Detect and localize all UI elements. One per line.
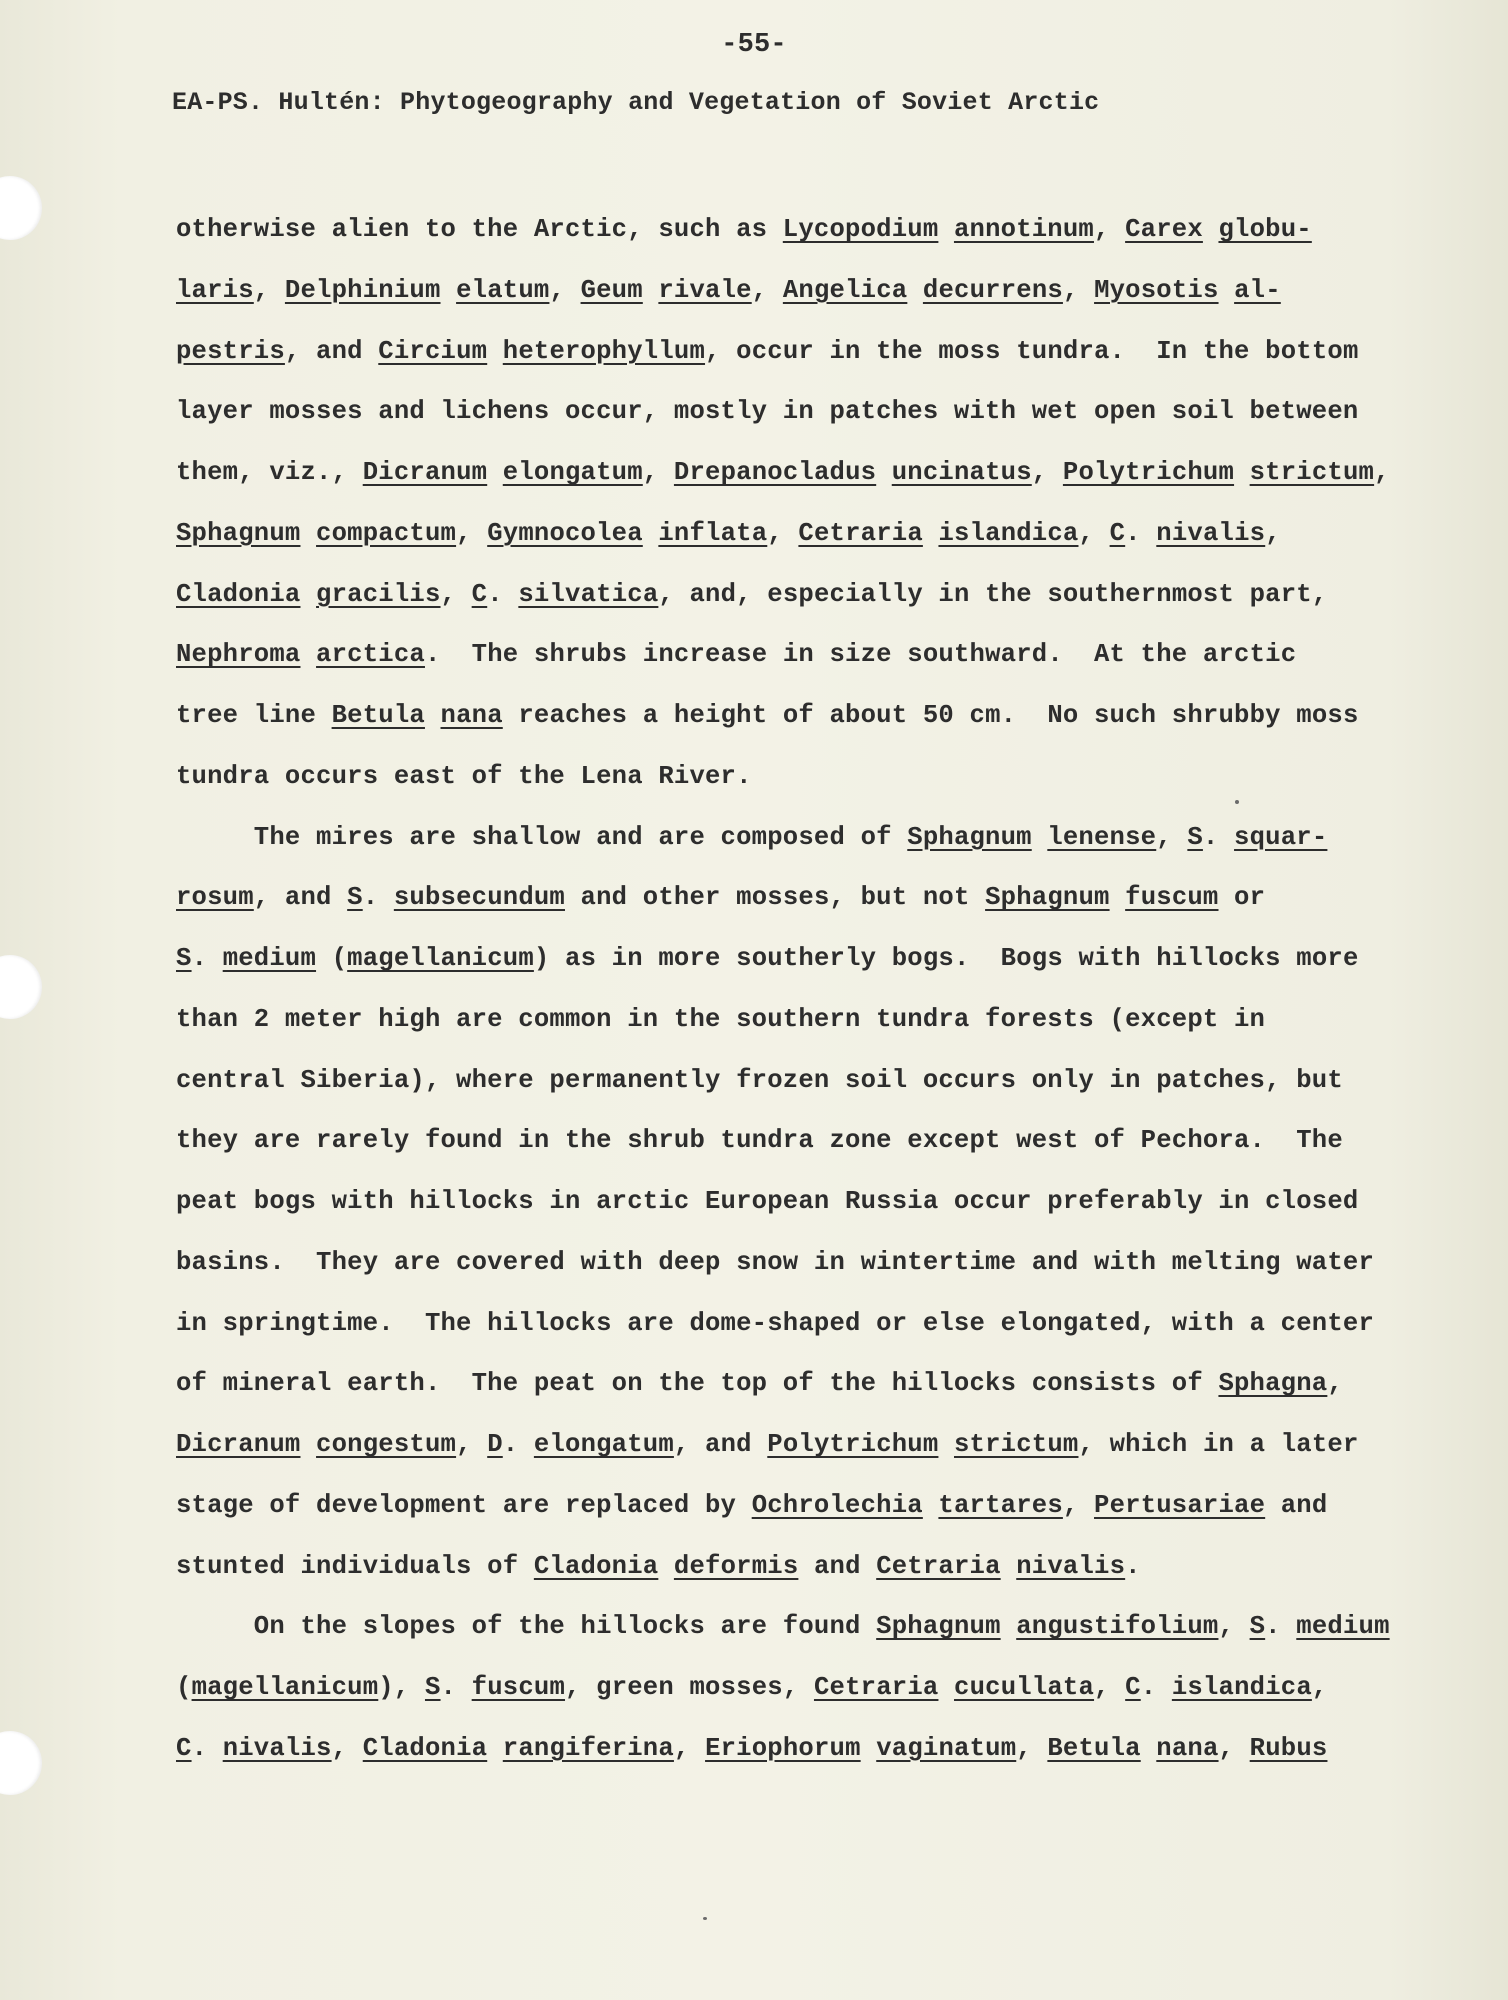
taxon-name: gracilis [316, 579, 441, 609]
text-run: , and [253, 883, 348, 913]
taxon-name: heterophyllum [502, 336, 706, 366]
text-run: and other mosses, but not [565, 883, 986, 913]
text-run: , [1218, 1733, 1250, 1763]
text-run: and [1265, 1490, 1328, 1520]
text-run: ) as in more southerly bogs. Bogs with hillocks more [533, 944, 1359, 973]
text-run: , [1327, 1369, 1343, 1399]
taxon-name: nana [440, 701, 503, 730]
text-run: or [1218, 883, 1266, 913]
text-run: The mires are shallow and are composed of [176, 822, 908, 852]
taxon-name: magellanicum [191, 1673, 379, 1702]
taxon-name: squar- [1234, 822, 1328, 852]
taxon-name: Betula [331, 701, 425, 730]
text-run: , [642, 458, 674, 487]
taxon-name: strictum [954, 1430, 1079, 1459]
text-run [643, 276, 659, 305]
taxon-name: arctica [316, 640, 425, 670]
taxon-name: Polytrichum [1062, 458, 1235, 487]
text-run: tree line [176, 701, 332, 730]
text-run [300, 1430, 316, 1459]
text-run: , occur in the moss tundra. In the bottom [705, 336, 1359, 366]
taxon-name: inflata [658, 518, 768, 548]
text-run [1032, 823, 1048, 852]
text-run: , [331, 1733, 363, 1763]
taxon-name: nivalis [1016, 1551, 1126, 1581]
taxon-name: islandica [938, 518, 1079, 548]
text-run [487, 1734, 503, 1763]
taxon-name: elongatum [502, 458, 643, 487]
taxon-name: nivalis [1156, 518, 1266, 548]
taxon-name: deformis [673, 1551, 799, 1581]
text-run: in springtime. The hillocks are dome-shaped or else elongated, with a center [176, 1308, 1375, 1338]
taxon-name: rangiferina [502, 1733, 674, 1763]
text-run: them, viz., [176, 458, 363, 487]
taxon-name: subsecundum [393, 883, 565, 913]
page-number: -55- [721, 30, 787, 60]
text-run [938, 1673, 954, 1702]
taxon-name: congestum [316, 1430, 457, 1459]
taxon-name: laris [176, 275, 254, 305]
text-line [176, 1668, 1376, 1729]
binder-hole [0, 955, 42, 1019]
text-run: , [1016, 1733, 1048, 1763]
text-run: On the slopes of the hillocks are found [176, 1612, 877, 1642]
text-run: stage of development are replaced by [176, 1490, 752, 1520]
text-line [176, 1304, 1376, 1365]
text-run: and [798, 1551, 877, 1581]
taxon-name: nivalis [222, 1733, 332, 1763]
text-run: . [1265, 1612, 1297, 1642]
taxon-name: C [1125, 1673, 1141, 1702]
text-line [176, 1607, 1390, 1668]
text-run: , [1156, 822, 1188, 852]
text-run [487, 458, 503, 487]
text-line [176, 271, 1376, 332]
taxon-name: Drepanocladus [673, 458, 877, 487]
taxon-name: rosum [176, 883, 254, 913]
text-line [176, 1061, 1376, 1122]
taxon-name: medium [1296, 1612, 1390, 1642]
text-run [300, 519, 316, 548]
text-run [1234, 458, 1250, 487]
text-run: . [487, 579, 519, 609]
text-run [907, 276, 923, 305]
text-run: otherwise alien to the Arctic, such as [176, 215, 783, 244]
text-run: , [1062, 275, 1095, 305]
text-run: , [1093, 215, 1126, 244]
text-line [176, 514, 1376, 575]
taxon-name: S [424, 1673, 441, 1702]
text-run: of mineral earth. The peat on the top of the hillocks consists of [176, 1369, 1219, 1399]
text-line [176, 696, 1376, 757]
text-run [1001, 1552, 1017, 1581]
text-run [938, 215, 954, 244]
text-run: . [191, 1733, 223, 1763]
taxon-name: cucullata [954, 1673, 1095, 1702]
text-run [487, 337, 503, 366]
text-run: basins. They are covered with deep snow in wintertime and with melting water [176, 1247, 1375, 1277]
text-run: . [1202, 822, 1235, 852]
text-run: than 2 meter high are common in the southern tundra forests (except in [176, 1004, 1266, 1034]
text-line [176, 878, 1376, 939]
taxon-name: pestris [176, 336, 285, 366]
taxon-name: C [1109, 518, 1126, 548]
text-run: ( [316, 944, 348, 973]
text-run: ), [378, 1673, 425, 1702]
taxon-name: Lycopodium [782, 215, 939, 244]
text-line [176, 1364, 1376, 1425]
taxon-name: S [1249, 1612, 1266, 1642]
text-line [176, 757, 1376, 818]
taxon-name: tartares [938, 1490, 1063, 1520]
text-run [1219, 276, 1235, 305]
text-run: . [191, 944, 223, 973]
taxon-name: al- [1234, 275, 1281, 305]
text-run: , [1218, 1612, 1250, 1642]
taxon-name: Angelica [782, 275, 908, 305]
taxon-name: Cladonia [533, 1551, 659, 1581]
text-run: , green mosses, [565, 1673, 814, 1702]
taxon-name: Sphagnum [985, 883, 1110, 913]
text-run [658, 1552, 674, 1581]
text-run: , [253, 275, 285, 305]
text-run [1001, 1612, 1017, 1641]
text-run [425, 701, 441, 730]
taxon-name: Eriophorum [705, 1733, 861, 1763]
taxon-name: Sphagnum [176, 518, 301, 548]
taxon-name: medium [222, 944, 317, 973]
taxon-name: Cladonia [176, 579, 301, 609]
text-run [643, 519, 659, 548]
taxon-name: elongatum [533, 1430, 674, 1459]
taxon-name: Sphagnum [907, 822, 1032, 852]
taxon-name: Geum [580, 275, 643, 305]
text-run: , [767, 518, 799, 548]
text-line [176, 1121, 1376, 1182]
text-run [300, 580, 316, 609]
text-run: central Siberia), where permanently frozen soil occurs only in patches, but [176, 1065, 1343, 1095]
text-line [176, 1547, 1376, 1608]
taxon-name: Cetraria [813, 1673, 939, 1702]
text-run: , [1031, 458, 1063, 487]
taxon-name: islandica [1171, 1673, 1312, 1702]
taxon-name: nana [1156, 1733, 1219, 1763]
text-line [176, 1182, 1376, 1243]
text-line [176, 1425, 1376, 1486]
text-run: , [1265, 518, 1281, 548]
text-run: , [1094, 1673, 1126, 1702]
taxon-name: S [1187, 822, 1203, 852]
taxon-name: Gymnocolea [487, 518, 643, 548]
text-line [176, 575, 1376, 636]
text-run [441, 276, 457, 305]
text-line [176, 635, 1376, 696]
text-run: reaches a height of about 50 cm. No such shrubby moss [502, 701, 1359, 730]
text-run: , and, especially in the southernmost part, [658, 579, 1328, 609]
text-run [300, 640, 316, 669]
text-run: they are rarely found in the shrub tundra zone except west of Pechora. The [176, 1126, 1343, 1156]
taxon-name: Nephroma [176, 640, 301, 670]
text-run: , [1374, 458, 1390, 487]
text-line [176, 332, 1376, 393]
taxon-name: elatum [456, 275, 550, 305]
taxon-name: Carex [1125, 215, 1203, 244]
taxon-name: Sphagna [1218, 1369, 1328, 1399]
text-run: tundra occurs east of the Lena River. [176, 761, 752, 791]
text-run: stunted individuals of [176, 1551, 534, 1581]
text-run: ( [176, 1673, 192, 1702]
taxon-name: magellanicum [347, 944, 534, 973]
taxon-name: compactum [316, 518, 457, 548]
text-run [923, 1491, 939, 1520]
text-line [176, 210, 1376, 271]
taxon-name: S [176, 944, 192, 973]
text-run [923, 519, 939, 548]
taxon-name: vaginatum [876, 1733, 1017, 1763]
text-run: . [1125, 518, 1157, 548]
text-run: , [1311, 1673, 1328, 1702]
taxon-name: decurrens [922, 275, 1063, 305]
body-text [176, 210, 1390, 1790]
taxon-name: Delphinium [284, 275, 441, 305]
text-line [176, 392, 1376, 453]
binder-hole [0, 176, 42, 240]
taxon-name: Pertusariae [1094, 1490, 1266, 1520]
text-run: peat bogs with hillocks in arctic European Russia occur preferably in closed [176, 1187, 1359, 1216]
taxon-name: Cetraria [876, 1551, 1001, 1581]
taxon-name: Cetraria [798, 518, 923, 548]
taxon-name: D [487, 1430, 503, 1459]
taxon-name: Sphagnum [876, 1612, 1001, 1642]
taxon-name: Betula [1047, 1733, 1141, 1763]
text-run [1203, 215, 1219, 244]
text-run: , [1078, 518, 1110, 548]
text-run: . [362, 883, 394, 913]
text-run: , [456, 518, 488, 548]
binder-hole [0, 1731, 42, 1795]
text-run: , which in a later [1078, 1430, 1359, 1459]
text-run: , [549, 275, 581, 305]
text-run: , [440, 579, 472, 609]
taxon-name: uncinatus [891, 458, 1032, 487]
taxon-name: Polytrichum [767, 1430, 939, 1459]
running-head: EA-PS. Hultén: Phytogeography and Vegetation of Soviet Arctic [172, 88, 1100, 117]
text-run: , [673, 1733, 706, 1763]
text-line [176, 818, 1376, 879]
text-run: , [751, 275, 783, 305]
text-line [176, 1729, 1376, 1790]
text-run [1141, 1734, 1157, 1763]
text-line [176, 1486, 1376, 1547]
taxon-name: silvatica [518, 579, 659, 609]
text-run: . [440, 1673, 472, 1702]
taxon-name: strictum [1249, 458, 1375, 487]
taxon-name: rivale [658, 275, 752, 305]
taxon-name: lenense [1047, 822, 1157, 852]
text-run: , [456, 1430, 488, 1459]
text-line [176, 1243, 1376, 1304]
text-run: layer mosses and lichens occur, mostly in patches with wet open soil between [176, 397, 1359, 427]
taxon-name: C [176, 1733, 192, 1763]
text-line [176, 453, 1390, 514]
taxon-name: Dicranum [362, 458, 488, 487]
taxon-name: angustifolium [1016, 1612, 1219, 1642]
text-run: . The shrubs increase in size southward. At the arctic [424, 640, 1297, 670]
taxon-name: C [471, 579, 488, 609]
taxon-name: fuscum [1125, 883, 1219, 913]
text-run [861, 1734, 877, 1763]
text-run: , and [673, 1430, 768, 1459]
taxon-name: Circium [378, 336, 488, 366]
taxon-name: globu- [1218, 215, 1312, 244]
text-run: , and [284, 336, 379, 366]
taxon-name: Dicranum [176, 1430, 301, 1459]
taxon-name: annotinum [953, 215, 1094, 244]
text-run [1110, 883, 1126, 912]
taxon-name: Myosotis [1094, 275, 1219, 305]
taxon-name: Cladonia [362, 1733, 488, 1763]
text-run: , [1062, 1490, 1095, 1520]
taxon-name: Rubus [1249, 1733, 1328, 1763]
text-run: . [502, 1430, 534, 1459]
text-run [876, 458, 892, 487]
text-run [938, 1430, 954, 1459]
text-run: . [1125, 1551, 1141, 1581]
taxon-name: fuscum [471, 1673, 566, 1702]
text-line [176, 939, 1376, 1000]
taxon-name: S [347, 883, 363, 913]
text-run: . [1140, 1673, 1172, 1702]
text-line [176, 1000, 1376, 1061]
taxon-name: Ochrolechia [751, 1490, 923, 1520]
